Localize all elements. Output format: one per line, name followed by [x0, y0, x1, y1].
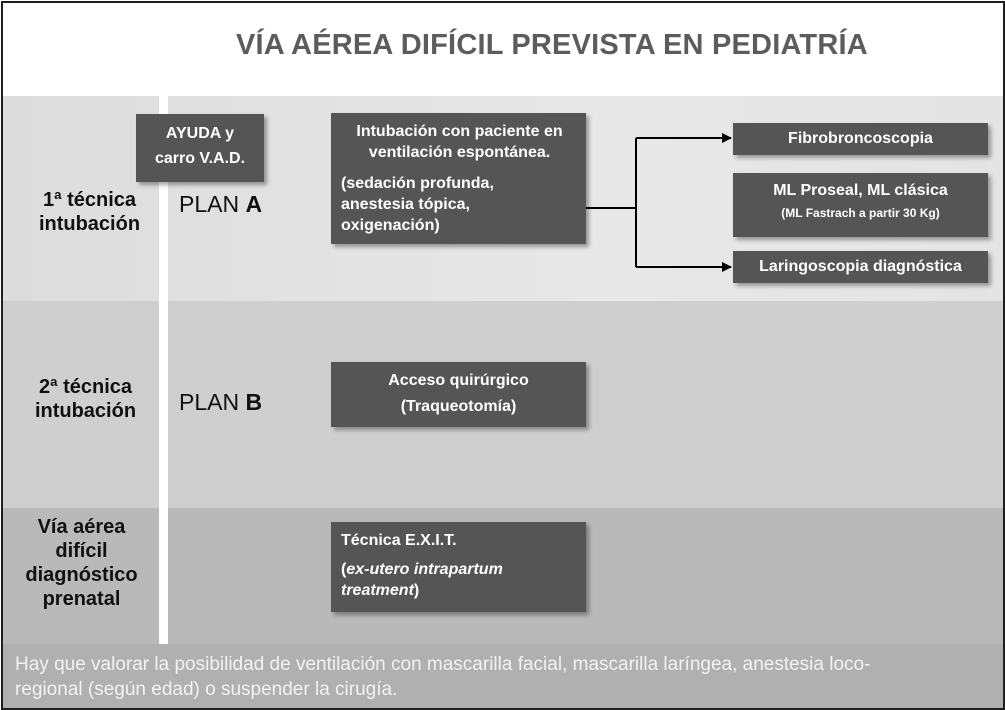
ml-line1: ML Proseal, ML clásica: [773, 182, 948, 199]
acceso-box: [331, 362, 586, 427]
intubacion-line1: Intubación con paciente en: [356, 123, 563, 140]
intubacion-sub2: anestesia tópica,: [341, 196, 470, 213]
fibro-label: Fibrobroncoscopia: [788, 130, 933, 147]
diagram-frame: [1, 1, 1005, 710]
exit-italic-text2: treatment: [341, 582, 414, 599]
exit-italic-line2: [341, 580, 578, 601]
laringo-box: [733, 251, 988, 283]
row3-label-line1: Vía aérea: [37, 516, 126, 538]
row3-label-line3: diagnóstico: [25, 564, 138, 586]
acceso-line2: (Traqueotomía): [400, 398, 517, 415]
footer-line2: regional (según edad) o suspender la cirugía.: [15, 679, 398, 700]
ml-line2: (ML Fastrach a partir 30 Kg): [781, 206, 940, 220]
plan-a-prefix: PLAN: [179, 191, 246, 217]
intubacion-line2: ventilación espontánea.: [368, 144, 551, 161]
row3-label-line4: prenatal: [42, 588, 121, 610]
plan-b-letter: B: [245, 389, 263, 415]
exit-open-paren: (: [341, 561, 347, 578]
exit-close-paren: ): [413, 582, 420, 599]
plan-a-letter: A: [245, 191, 263, 217]
row3-label-line2: difícil: [55, 540, 108, 562]
row2-label-line1: 2ª técnica: [38, 376, 132, 398]
exit-box: [331, 522, 586, 612]
intubacion-sub1: (sedación profunda,: [341, 175, 494, 192]
ayuda-line2: carro V.A.D.: [154, 150, 246, 167]
ml-box: [733, 173, 988, 237]
ayuda-box: [136, 114, 264, 182]
footer-line1: Hay que valorar la posibilidad de ventilación con mascarilla facial, mascarilla laríngea, anestesia loco-: [15, 654, 871, 675]
intubacion-sub3: oxigenación): [341, 217, 440, 234]
diagram-title: VÍA AÉREA DIFÍCIL PREVISTA EN PEDIATRÍA: [236, 29, 868, 61]
fibro-box: [733, 123, 988, 155]
intubacion-box: [331, 113, 586, 244]
exit-italic-text: ex-utero intrapartum: [346, 561, 503, 578]
footer-note: [15, 652, 990, 702]
acceso-line1: Acceso quirúrgico: [388, 372, 529, 389]
row1-label-line2: intubación: [38, 213, 141, 235]
plan-b-prefix: PLAN: [179, 389, 246, 415]
exit-italic-line1: [341, 559, 578, 580]
exit-line1: Técnica E.X.I.T.: [341, 532, 457, 549]
laringo-label: Laringoscopia diagnóstica: [759, 258, 962, 275]
row1-label-line1: 1ª técnica: [42, 189, 136, 211]
ayuda-line1: AYUDA y: [165, 125, 235, 142]
row2-label-line2: intubación: [34, 400, 137, 422]
